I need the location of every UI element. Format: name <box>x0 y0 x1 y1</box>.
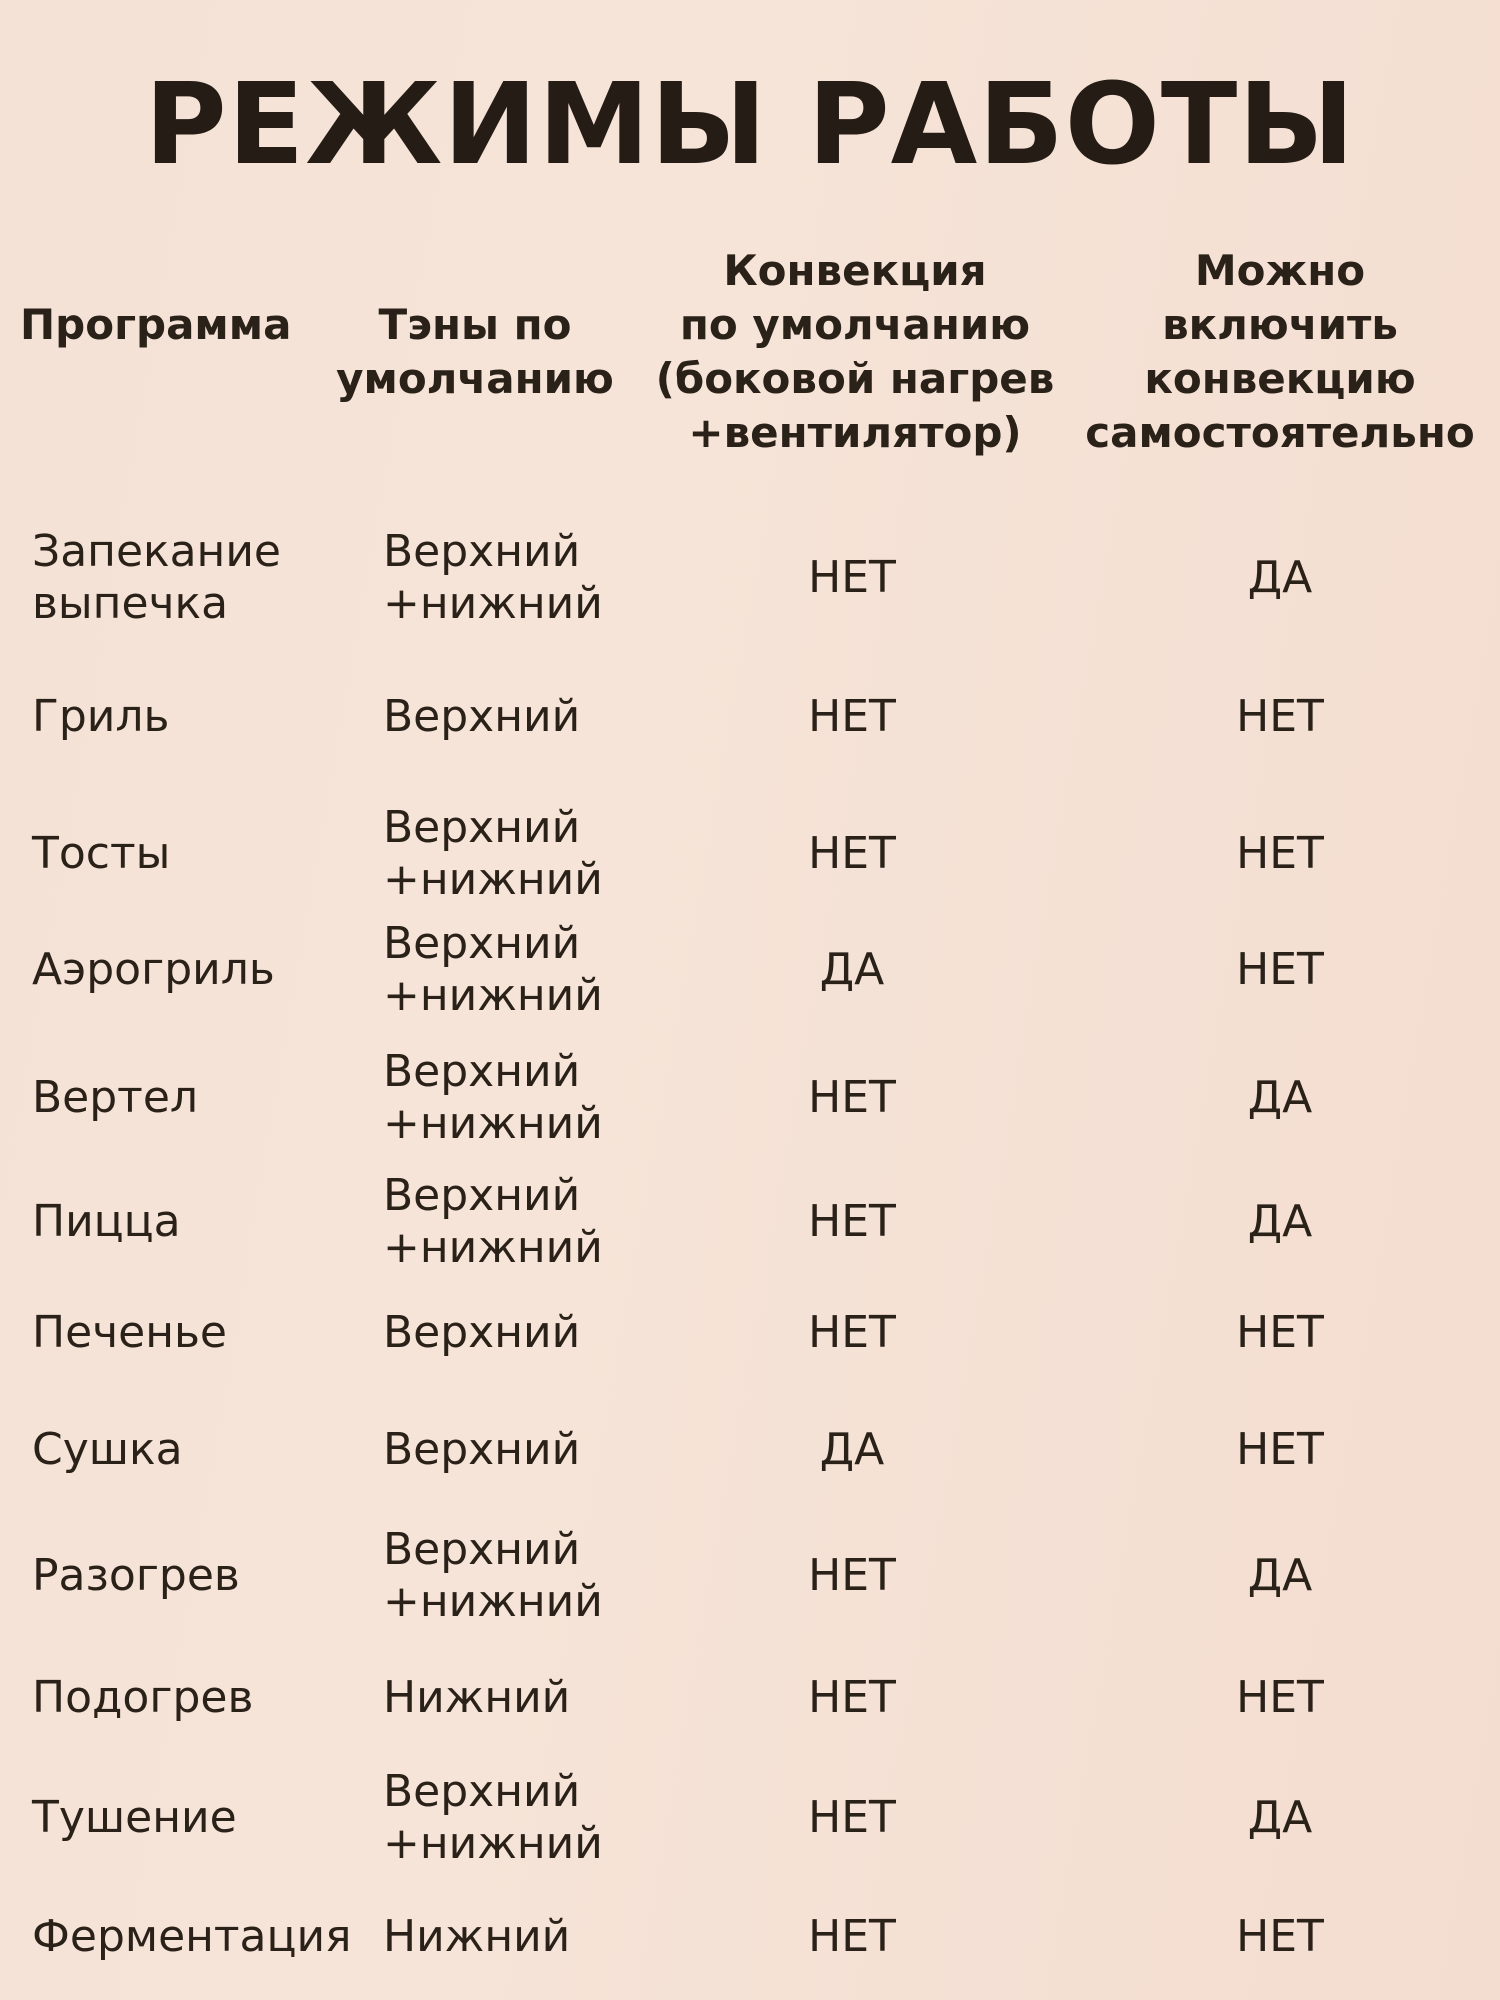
program-name: Печенье <box>32 1307 227 1358</box>
convection-default-value: НЕТ <box>808 1672 896 1723</box>
convection-manual-value: НЕТ <box>1236 691 1324 742</box>
convection-default-value: ДА <box>819 944 885 995</box>
program-name: Подогрев <box>32 1672 254 1723</box>
program-name: Разогрев <box>32 1550 240 1601</box>
convection-default-value: ДА <box>819 1424 885 1475</box>
table-row <box>0 1046 1500 1149</box>
table-row <box>0 691 1500 742</box>
heaters-value: Верхний +нижний <box>383 802 603 905</box>
page-title: РЕЖИМЫ РАБОТЫ <box>144 60 1356 190</box>
table-row <box>0 1524 1500 1627</box>
table-row <box>0 802 1500 905</box>
table-row <box>0 1170 1500 1273</box>
convection-default-value: НЕТ <box>808 1792 896 1843</box>
convection-manual-value: ДА <box>1247 1550 1313 1601</box>
program-name: Тушение <box>32 1792 237 1843</box>
heaters-value: Верхний +нижний <box>383 526 603 629</box>
convection-default-value: НЕТ <box>808 1196 896 1247</box>
convection-manual-value: НЕТ <box>1236 1307 1324 1358</box>
heaters-value: Верхний <box>383 1307 581 1358</box>
heaters-value: Нижний <box>383 1911 571 1962</box>
heaters-value: Верхний +нижний <box>383 1524 603 1627</box>
table-row <box>0 918 1500 1021</box>
convection-manual-value: НЕТ <box>1236 1911 1324 1962</box>
convection-manual-value: ДА <box>1247 1792 1313 1843</box>
heaters-value: Верхний +нижний <box>383 1046 603 1149</box>
program-name: Сушка <box>32 1424 183 1475</box>
program-name: Вертел <box>32 1072 199 1123</box>
program-name: Тосты <box>32 828 171 879</box>
convection-default-value: НЕТ <box>808 1911 896 1962</box>
table-row <box>0 1424 1500 1475</box>
program-name: Запекание выпечка <box>32 526 281 629</box>
table-row <box>0 1766 1500 1869</box>
table-row <box>0 1911 1500 1962</box>
convection-default-value: НЕТ <box>808 1072 896 1123</box>
header-convection-manual: Можно включить конвекцию самостоятельно <box>1085 246 1475 457</box>
table-row <box>0 526 1500 629</box>
heaters-value: Верхний +нижний <box>383 918 603 1021</box>
convection-manual-value: ДА <box>1247 1196 1313 1247</box>
convection-default-value: НЕТ <box>808 552 896 603</box>
header-program: Программа <box>20 300 292 349</box>
program-name: Ферментация <box>32 1911 352 1962</box>
convection-manual-value: НЕТ <box>1236 1424 1324 1475</box>
heaters-value: Нижний <box>383 1672 571 1723</box>
convection-manual-value: НЕТ <box>1236 944 1324 995</box>
convection-manual-value: ДА <box>1247 1072 1313 1123</box>
convection-manual-value: ДА <box>1247 552 1313 603</box>
table-row <box>0 1672 1500 1723</box>
heaters-value: Верхний +нижний <box>383 1766 603 1869</box>
program-name: Пицца <box>32 1196 181 1247</box>
convection-default-value: НЕТ <box>808 1307 896 1358</box>
heaters-value: Верхний +нижний <box>383 1170 603 1273</box>
heaters-value: Верхний <box>383 691 581 742</box>
convection-default-value: НЕТ <box>808 1550 896 1601</box>
convection-manual-value: НЕТ <box>1236 828 1324 879</box>
program-name: Аэрогриль <box>32 944 275 995</box>
convection-default-value: НЕТ <box>808 691 896 742</box>
convection-default-value: НЕТ <box>808 828 896 879</box>
program-name: Гриль <box>32 691 170 742</box>
heaters-value: Верхний <box>383 1424 581 1475</box>
table-row <box>0 1307 1500 1358</box>
header-convection-default: Конвекция по умолчанию (боковой нагрев +вентилятор) <box>655 246 1055 457</box>
convection-manual-value: НЕТ <box>1236 1672 1324 1723</box>
header-heaters: Тэны по умолчанию <box>336 300 614 403</box>
